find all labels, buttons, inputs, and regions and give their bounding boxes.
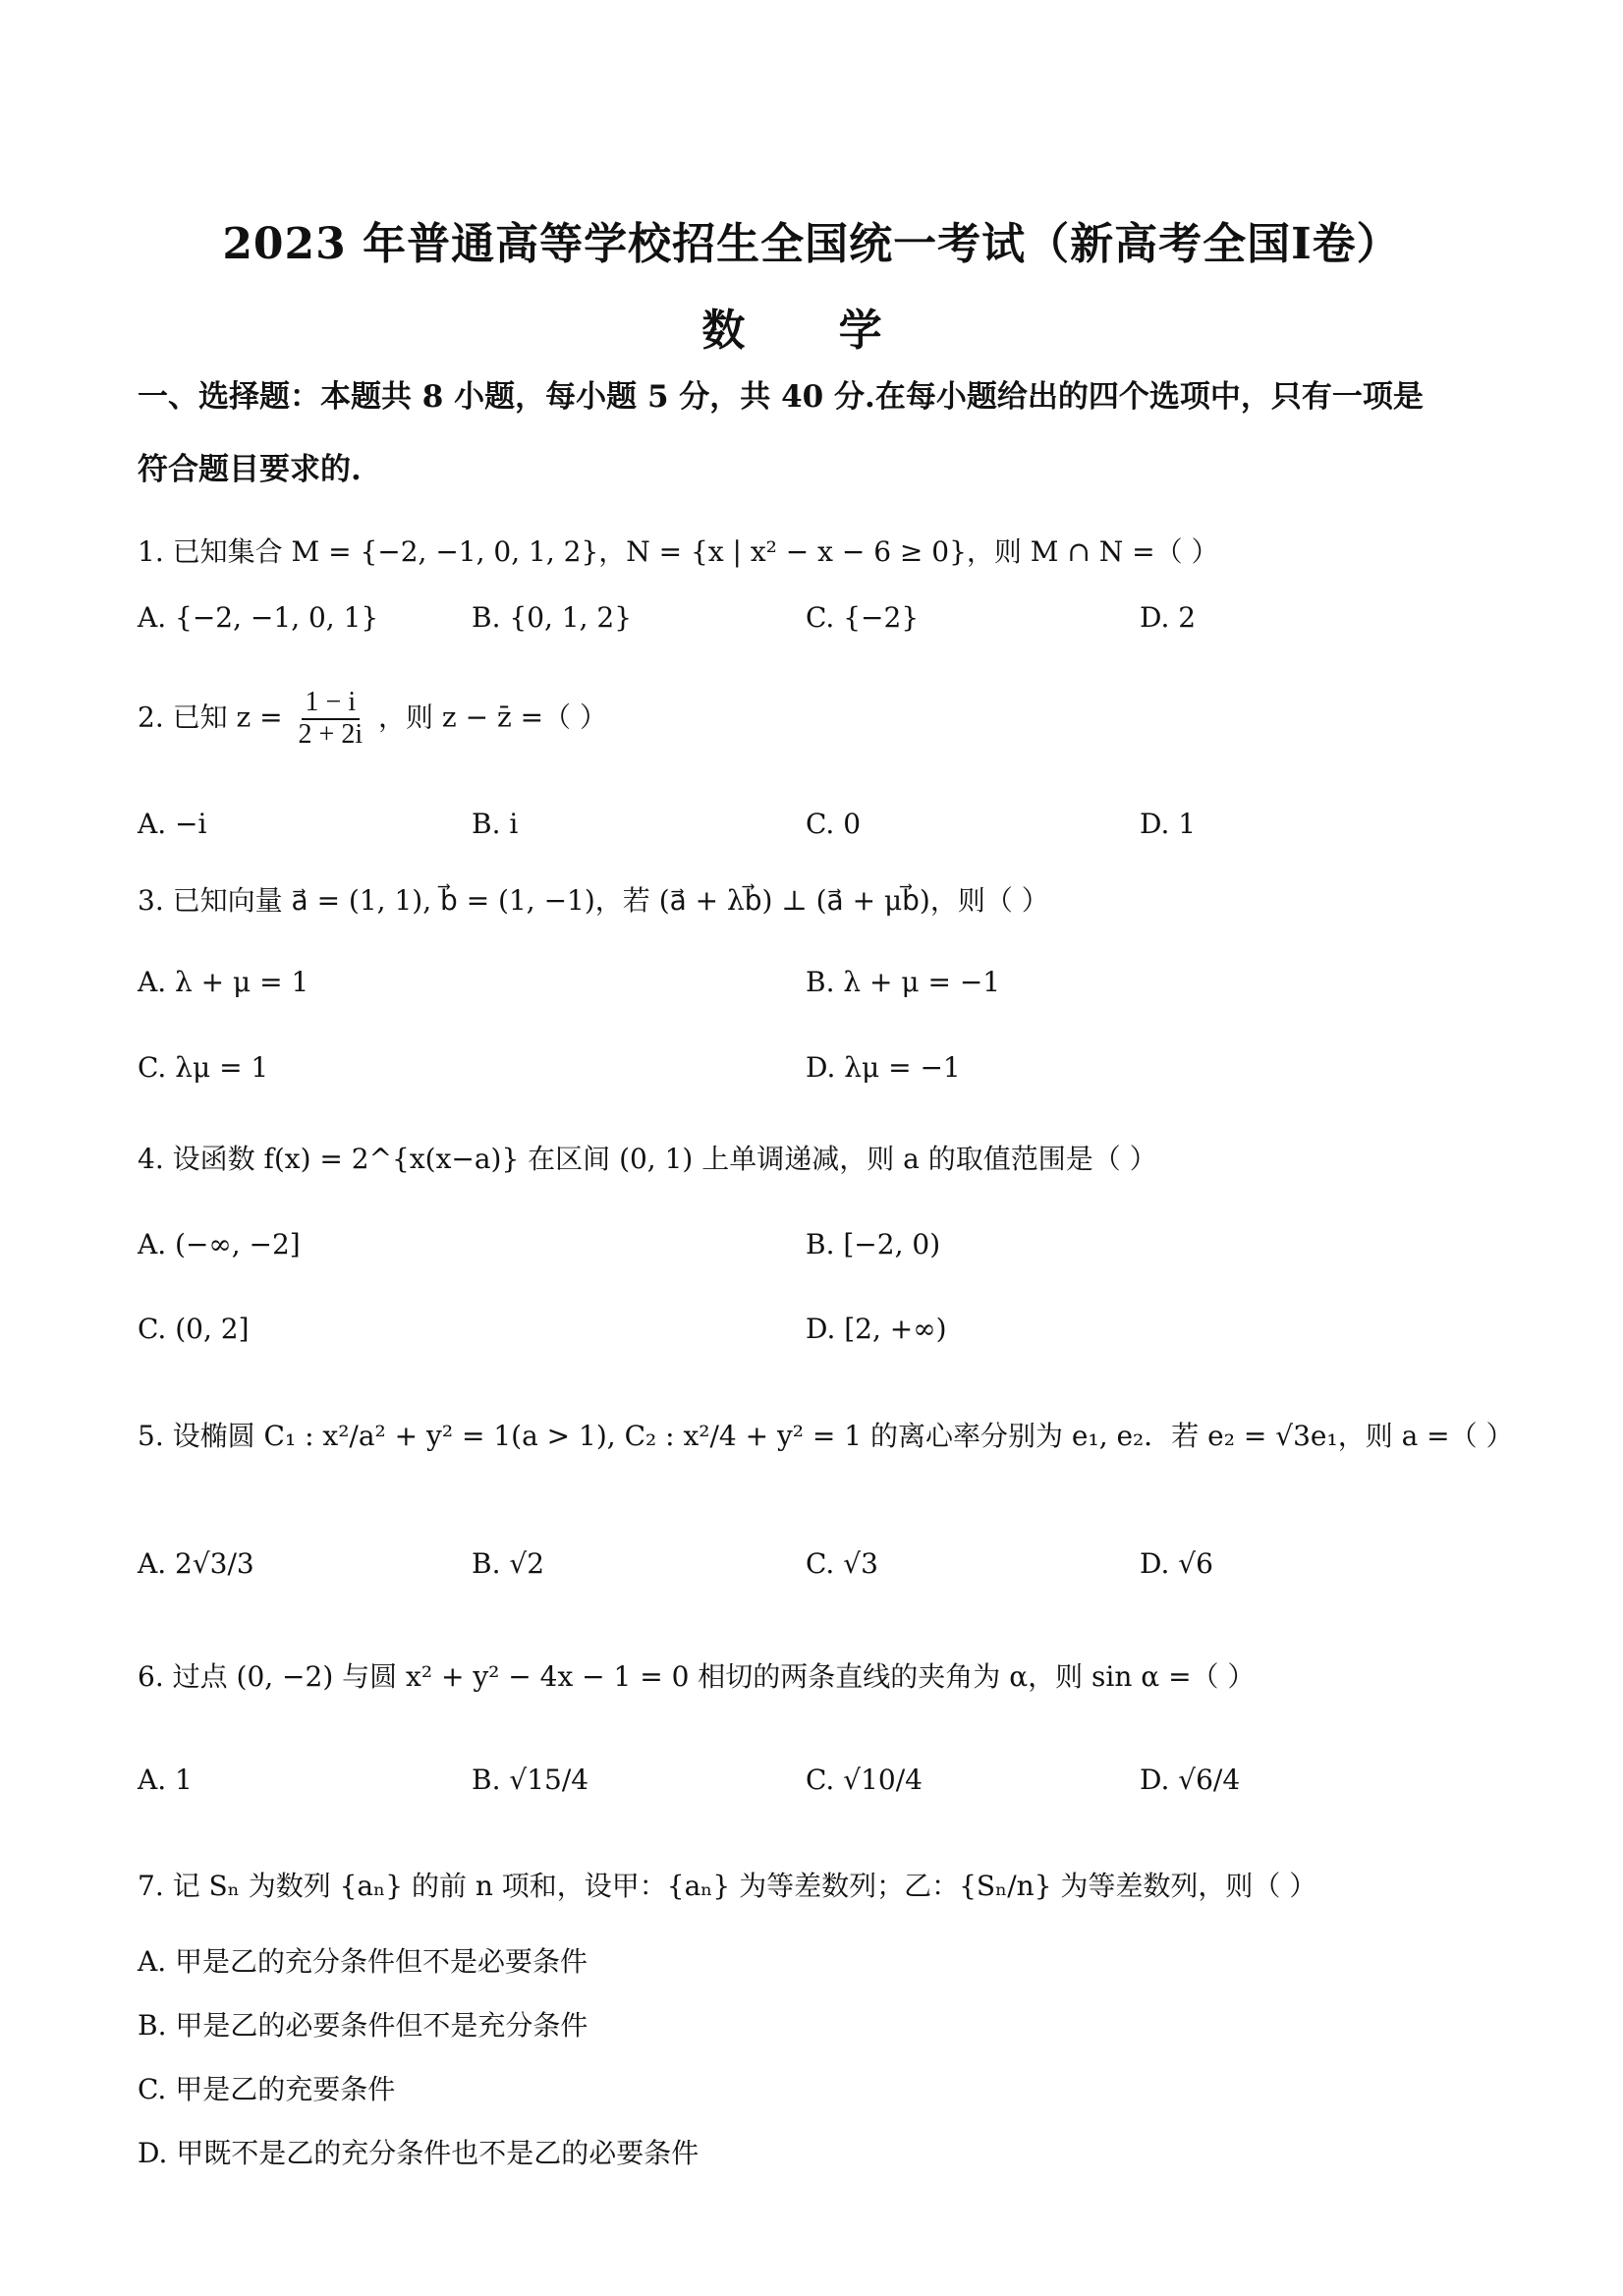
question-3-stem: 3. 已知向量 a⃗ = (1, 1), b⃗ = (1, −1)，若 (a⃗ + λb⃗) ⊥ (a⃗ + μb⃗)，则（ ） [138,884,1049,917]
question-5-option-a: A. 2√3/3 [138,1547,254,1580]
question-5-option-c: C. √3 [806,1547,878,1580]
question-2-prefix: 2. 已知 z = [138,700,283,734]
question-2-numerator: 1 − i [302,688,361,720]
question-6-stem: 6. 过点 (0, −2) 与圆 x² + y² − 4x − 1 = 0 相切的两条直线的夹角为 α，则 sin α =（ ） [138,1660,1256,1693]
question-6-option-c: C. √10/4 [806,1764,923,1796]
question-3-option-b: B. λ + μ = −1 [806,966,1001,998]
question-5-option-d: D. √6 [1140,1547,1213,1580]
section-line-2: 符合题目要求的. [138,452,362,487]
question-4-option-a: A. (−∞, −2] [138,1228,301,1260]
question-2-option-d: D. 1 [1140,808,1197,840]
question-6-option-a: A. 1 [138,1764,193,1796]
question-7-option-b: B. 甲是乙的必要条件但不是充分条件 [138,2009,588,2042]
question-2-denominator: 2 + 2i [298,718,364,750]
question-3-option-c: C. λμ = 1 [138,1051,269,1084]
section-line-1: 一、选择题：本题共 8 小题，每小题 5 分，共 40 分.在每小题给出的四个选项中，只有一项是 [138,379,1424,415]
question-1-option-a: A. {−2, −1, 0, 1} [138,601,379,634]
question-7-option-a: A. 甲是乙的充分条件但不是必要条件 [138,1945,588,1978]
question-2-stem [138,688,607,751]
question-4-option-b: B. [−2, 0) [806,1228,941,1260]
question-4-stem: 4. 设函数 f(x) = 2^{x(x−a)} 在区间 (0, 1) 上单调递减，则 a 的取值范围是（ ） [138,1143,1157,1175]
question-1-option-d: D. 2 [1140,601,1197,634]
question-6-option-d: D. √6/4 [1140,1764,1241,1796]
question-6-option-b: B. √15/4 [472,1764,589,1796]
question-3-option-a: A. λ + μ = 1 [138,966,309,998]
question-5-stem: 5. 设椭圆 C₁ : x²/a² + y² = 1(a > 1), C₂ : x²/4 + y² = 1 的离心率分别为 e₁, e₂．若 e₂ = √3e₁，则 a =（ ） [138,1420,1514,1452]
question-2-option-c: C. 0 [806,808,862,840]
question-2-fraction [295,688,367,751]
exam-title: 2023 年普通高等学校招生全国统一考试（新高考全国Ⅰ卷） [222,219,1401,269]
question-7-option-d: D. 甲既不是乙的充分条件也不是乙的必要条件 [138,2137,700,2169]
question-7-option-c: C. 甲是乙的充要条件 [138,2073,396,2105]
question-4-option-c: C. (0, 2] [138,1313,250,1345]
question-2-suffix: ，则 z − z̄ =（ ） [378,700,607,734]
question-2-option-a: A. −i [138,808,207,840]
question-1-option-b: B. {0, 1, 2} [472,601,633,634]
question-2-option-b: B. i [472,808,519,840]
question-7-stem: 7. 记 Sₙ 为数列 {aₙ} 的前 n 项和，设甲：{aₙ} 为等差数列；乙：{Sₙ/n} 为等差数列，则（ ） [138,1870,1317,1902]
question-1-option-c: C. {−2} [806,601,920,634]
question-1-stem: 1. 已知集合 M = {−2, −1, 0, 1, 2}，N = {x | x² − x − 6 ≥ 0}，则 M ∩ N =（ ） [138,535,1219,568]
section-instructions [138,361,1513,506]
subject-title: 数 学 [701,306,922,356]
question-5-option-b: B. √2 [472,1547,545,1580]
question-3-option-d: D. λμ = −1 [806,1051,961,1084]
question-4-option-d: D. [2, +∞) [806,1313,947,1345]
